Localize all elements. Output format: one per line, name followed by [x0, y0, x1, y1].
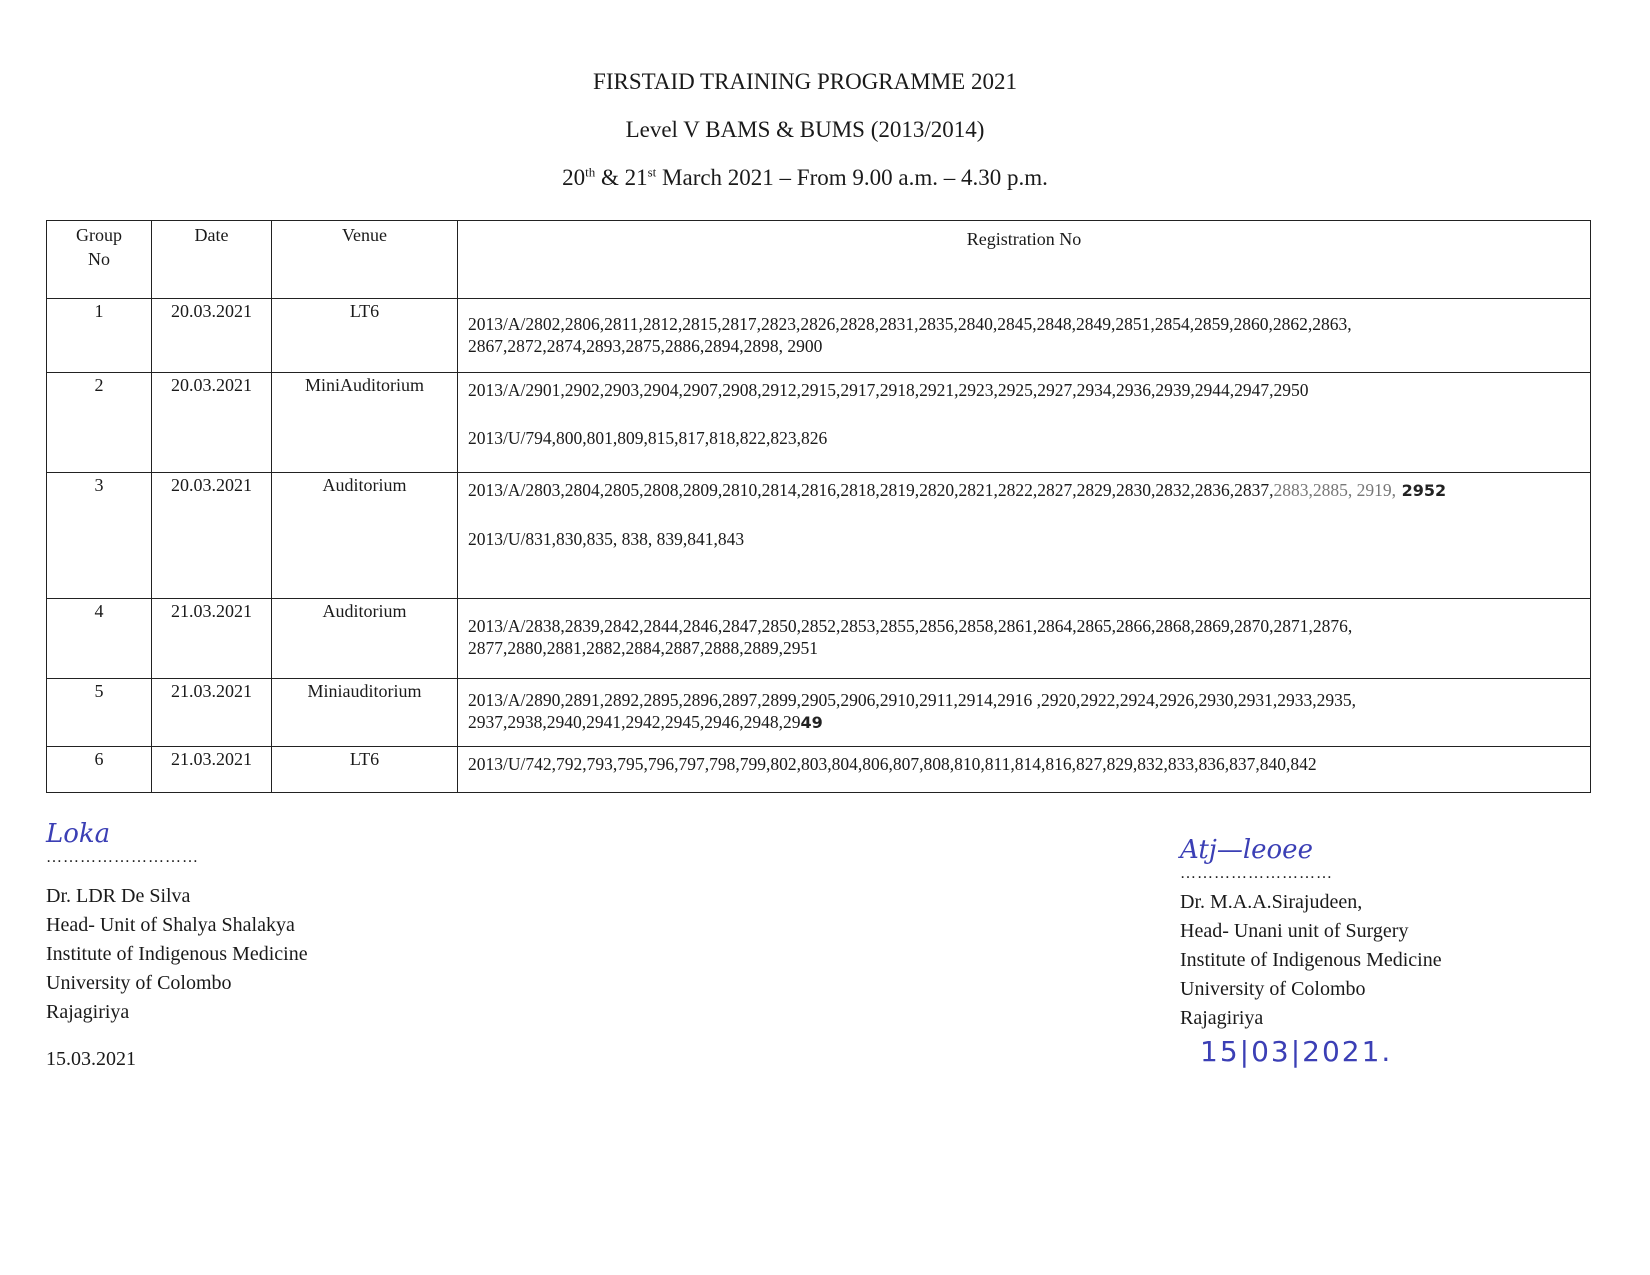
header-date: Date: [152, 221, 272, 299]
venue: Auditorium: [272, 473, 458, 599]
registration-numbers: 2013/A/2803,2804,2805,2808,2809,2810,2814,2816,2818,2819,2820,2821,2822,2827,2829,2830,2832,2836,2837,2883,2885, 2919, 2952 2013/U/831,830,835, 838, 839,841,843: [458, 473, 1591, 599]
document-title: FIRSTAID TRAINING PROGRAMME 2021: [593, 69, 1017, 94]
signature-block-left: [46, 820, 308, 1027]
signatory-institute: Institute of Indigenous Medicine: [46, 943, 308, 965]
signatory-place: Rajagiriya: [1180, 1007, 1264, 1029]
signature-line: ………………………: [46, 849, 199, 866]
document-header: [0, 70, 1610, 214]
handwritten-signature: Atj—leoee: [1180, 835, 1313, 865]
signatory-name: Dr. LDR De Silva: [46, 885, 191, 907]
session-date: 21.03.2021: [152, 747, 272, 793]
table-row: [47, 599, 1591, 679]
session-date: 20.03.2021: [152, 373, 272, 473]
handwritten-date: 15|03|2021.: [1200, 1035, 1393, 1068]
group-no: 2: [47, 373, 152, 473]
header-group-no: Group No: [47, 221, 152, 299]
signature-date: 15.03.2021: [46, 1048, 136, 1070]
registration-numbers: 2013/U/742,792,793,795,796,797,798,799,802,803,804,806,807,808,810,811,814,816,827,829,832,833,836,837,840,842: [458, 747, 1591, 793]
signatory-university: University of Colombo: [1180, 978, 1366, 1000]
signatory-name: Dr. M.A.A.Sirajudeen,: [1180, 891, 1363, 913]
session-date: 20.03.2021: [152, 473, 272, 599]
venue: LT6: [272, 747, 458, 793]
signature-line: ………………………: [1180, 865, 1333, 882]
registration-numbers: 2013/A/2901,2902,2903,2904,2907,2908,2912,2915,2917,2918,2921,2923,2925,2927,2934,2936,2939,2944,2947,2950 2013/U/794,800,801,809,815,817,818,822,823,826: [458, 373, 1591, 473]
schedule-table: [46, 220, 1591, 793]
session-date: 21.03.2021: [152, 679, 272, 747]
venue: MiniAuditorium: [272, 373, 458, 473]
programme-dates: 20th & 21st March 2021 – From 9.00 a.m. – 4.30 p.m.: [562, 164, 1048, 190]
venue: Auditorium: [272, 599, 458, 679]
signatory-title: Head- Unani unit of Surgery: [1180, 920, 1409, 942]
session-date: 20.03.2021: [152, 299, 272, 373]
signatory-institute: Institute of Indigenous Medicine: [1180, 949, 1442, 971]
signatory-title: Head- Unit of Shalya Shalakya: [46, 914, 295, 936]
group-no: 5: [47, 679, 152, 747]
table-row: [47, 373, 1591, 473]
document-subtitle: Level V BAMS & BUMS (2013/2014): [625, 117, 985, 142]
registration-numbers: 2013/A/2802,2806,2811,2812,2815,2817,2823,2826,2828,2831,2835,2840,2845,2848,2849,2851,2854,2859,2860,2862,2863, 2867,2872,2874,2893,2875,2886,2894,2898, 2900: [458, 299, 1591, 373]
header-venue: Venue: [272, 221, 458, 299]
signatory-place: Rajagiriya: [46, 1001, 130, 1023]
signatory-university: University of Colombo: [46, 972, 232, 994]
table-header-row: [47, 221, 1591, 299]
venue: Miniauditorium: [272, 679, 458, 747]
table-row: [47, 473, 1591, 599]
handwritten-signature: Loka: [46, 819, 111, 849]
session-date: 21.03.2021: [152, 599, 272, 679]
table-row: [47, 299, 1591, 373]
signature-block-right: [1180, 836, 1442, 1033]
table-row: [47, 747, 1591, 793]
table-row: [47, 679, 1591, 747]
group-no: 3: [47, 473, 152, 599]
header-registration: Registration No: [458, 221, 1591, 299]
venue: LT6: [272, 299, 458, 373]
group-no: 6: [47, 747, 152, 793]
group-no: 1: [47, 299, 152, 373]
group-no: 4: [47, 599, 152, 679]
registration-numbers: 2013/A/2890,2891,2892,2895,2896,2897,2899,2905,2906,2910,2911,2914,2916 ,2920,2922,2924,2926,2930,2931,2933,2935, 2937,2938,2940,2941,2942,2945,2946,2948,2949: [458, 679, 1591, 747]
registration-numbers: 2013/A/2838,2839,2842,2844,2846,2847,2850,2852,2853,2855,2856,2858,2861,2864,2865,2866,2868,2869,2870,2871,2876, 2877,2880,2881,2882,2884,2887,2888,2889,2951: [458, 599, 1591, 679]
